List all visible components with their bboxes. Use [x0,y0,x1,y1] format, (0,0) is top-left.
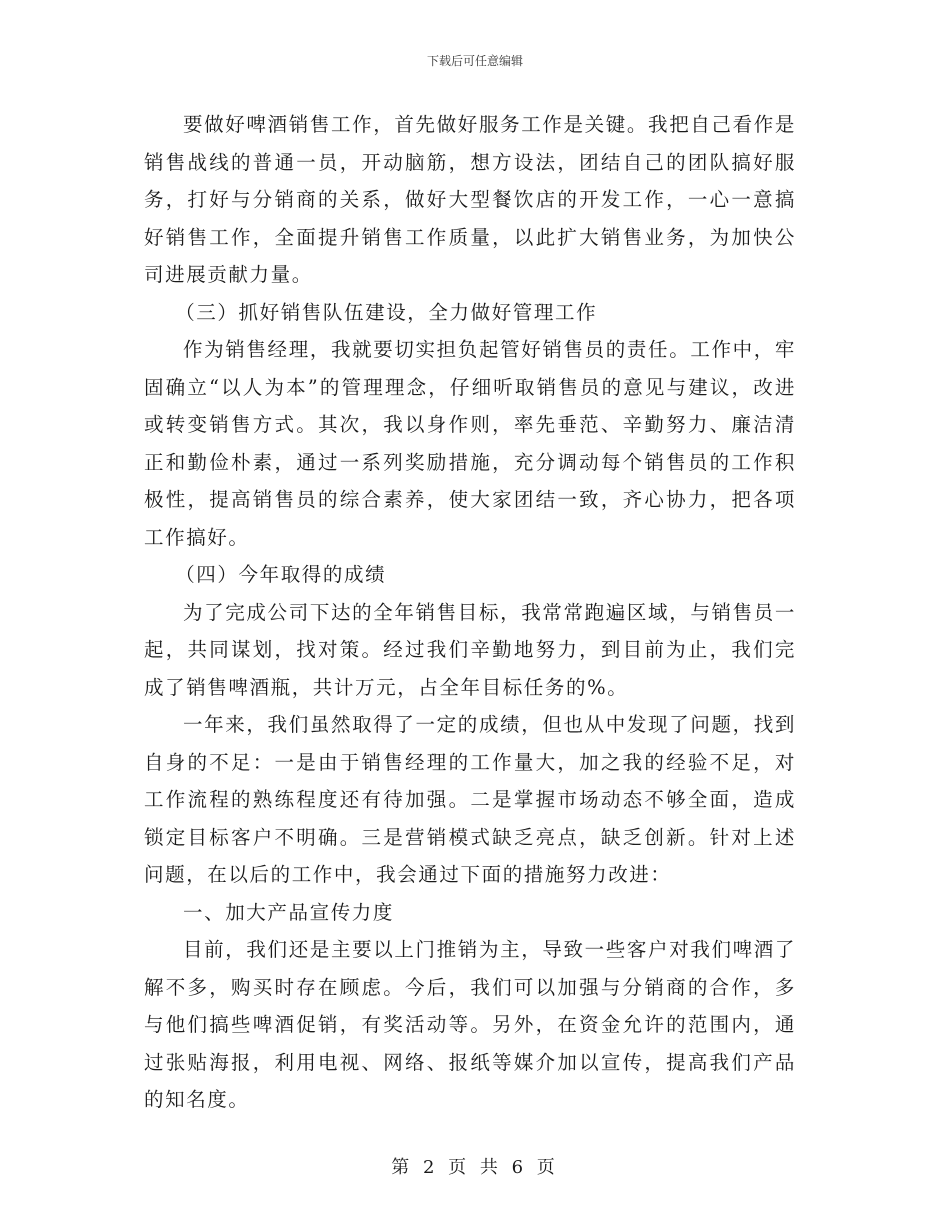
paragraph: 目前，我们还是主要以上门推销为主，导致一些客户对我们啤酒了解不多，购买时存在顾虑。今后，我们可以加强与分销商的合作，多与他们搞些啤酒促销，有奖活动等。另外，在资金允许的范围内，通过张贴海报，利用电视、网络、报纸等媒介加以宣传，提高我们产品的知名度。 [144,938,796,1111]
page-footer: 第 2 页 共 6 页 [391,1157,559,1178]
section-heading: 一、加大产品宣传力度 [183,900,395,924]
document-body [144,106,796,1119]
paragraph: 要做好啤酒销售工作，首先做好服务工作是关键。我把自己看作是销售战线的普通一员，开动脑筋，想方设法，团结自己的团队搞好服务，打好与分销商的关系，做好大型餐饮店的开发工作，一心一意搞好销售工作，全面提升销售工作质量，以此扩大销售业务，为加快公司进展贡献力量。 [144,113,796,286]
paragraph: 作为销售经理，我就要切实担负起管好销售员的责任。工作中，牢固确立“以人为本”的管理理念，仔细听取销售员的意见与建议，改进或转变销售方式。其次，我以身作则，率先垂范、辛勤努力、廉洁清正和勤俭朴素，通过一系列奖励措施，充分调动每个销售员的工作积极性，提高销售员的综合素养，使大家团结一致，齐心协力，把各项工作搞好。 [144,338,796,549]
page-header: 下载后可任意编辑 [426,54,523,68]
paragraph: 一年来，我们虽然取得了一定的成绩，但也从中发现了问题，找到自身的不足：一是由于销售经理的工作量大，加之我的经验不足，对工作流程的熟练程度还有待加强。二是掌握市场动态不够全面，造成锁定目标客户不明确。三是营销模式缺乏亮点，缺乏创新。针对上述问题，在以后的工作中，我会通过下面的措施努力改进： [144,713,796,886]
paragraph: 为了完成公司下达的全年销售目标，我常常跑遍区域，与销售员一起，共同谋划，找对策。经过我们辛勤地努力，到目前为止，我们完成了销售啤酒瓶，共计万元，占全年目标任务的%。 [144,600,796,699]
section-heading: （四）今年取得的成绩 [175,563,387,586]
section-heading: （三）抓好销售队伍建设，全力做好管理工作 [175,300,598,324]
